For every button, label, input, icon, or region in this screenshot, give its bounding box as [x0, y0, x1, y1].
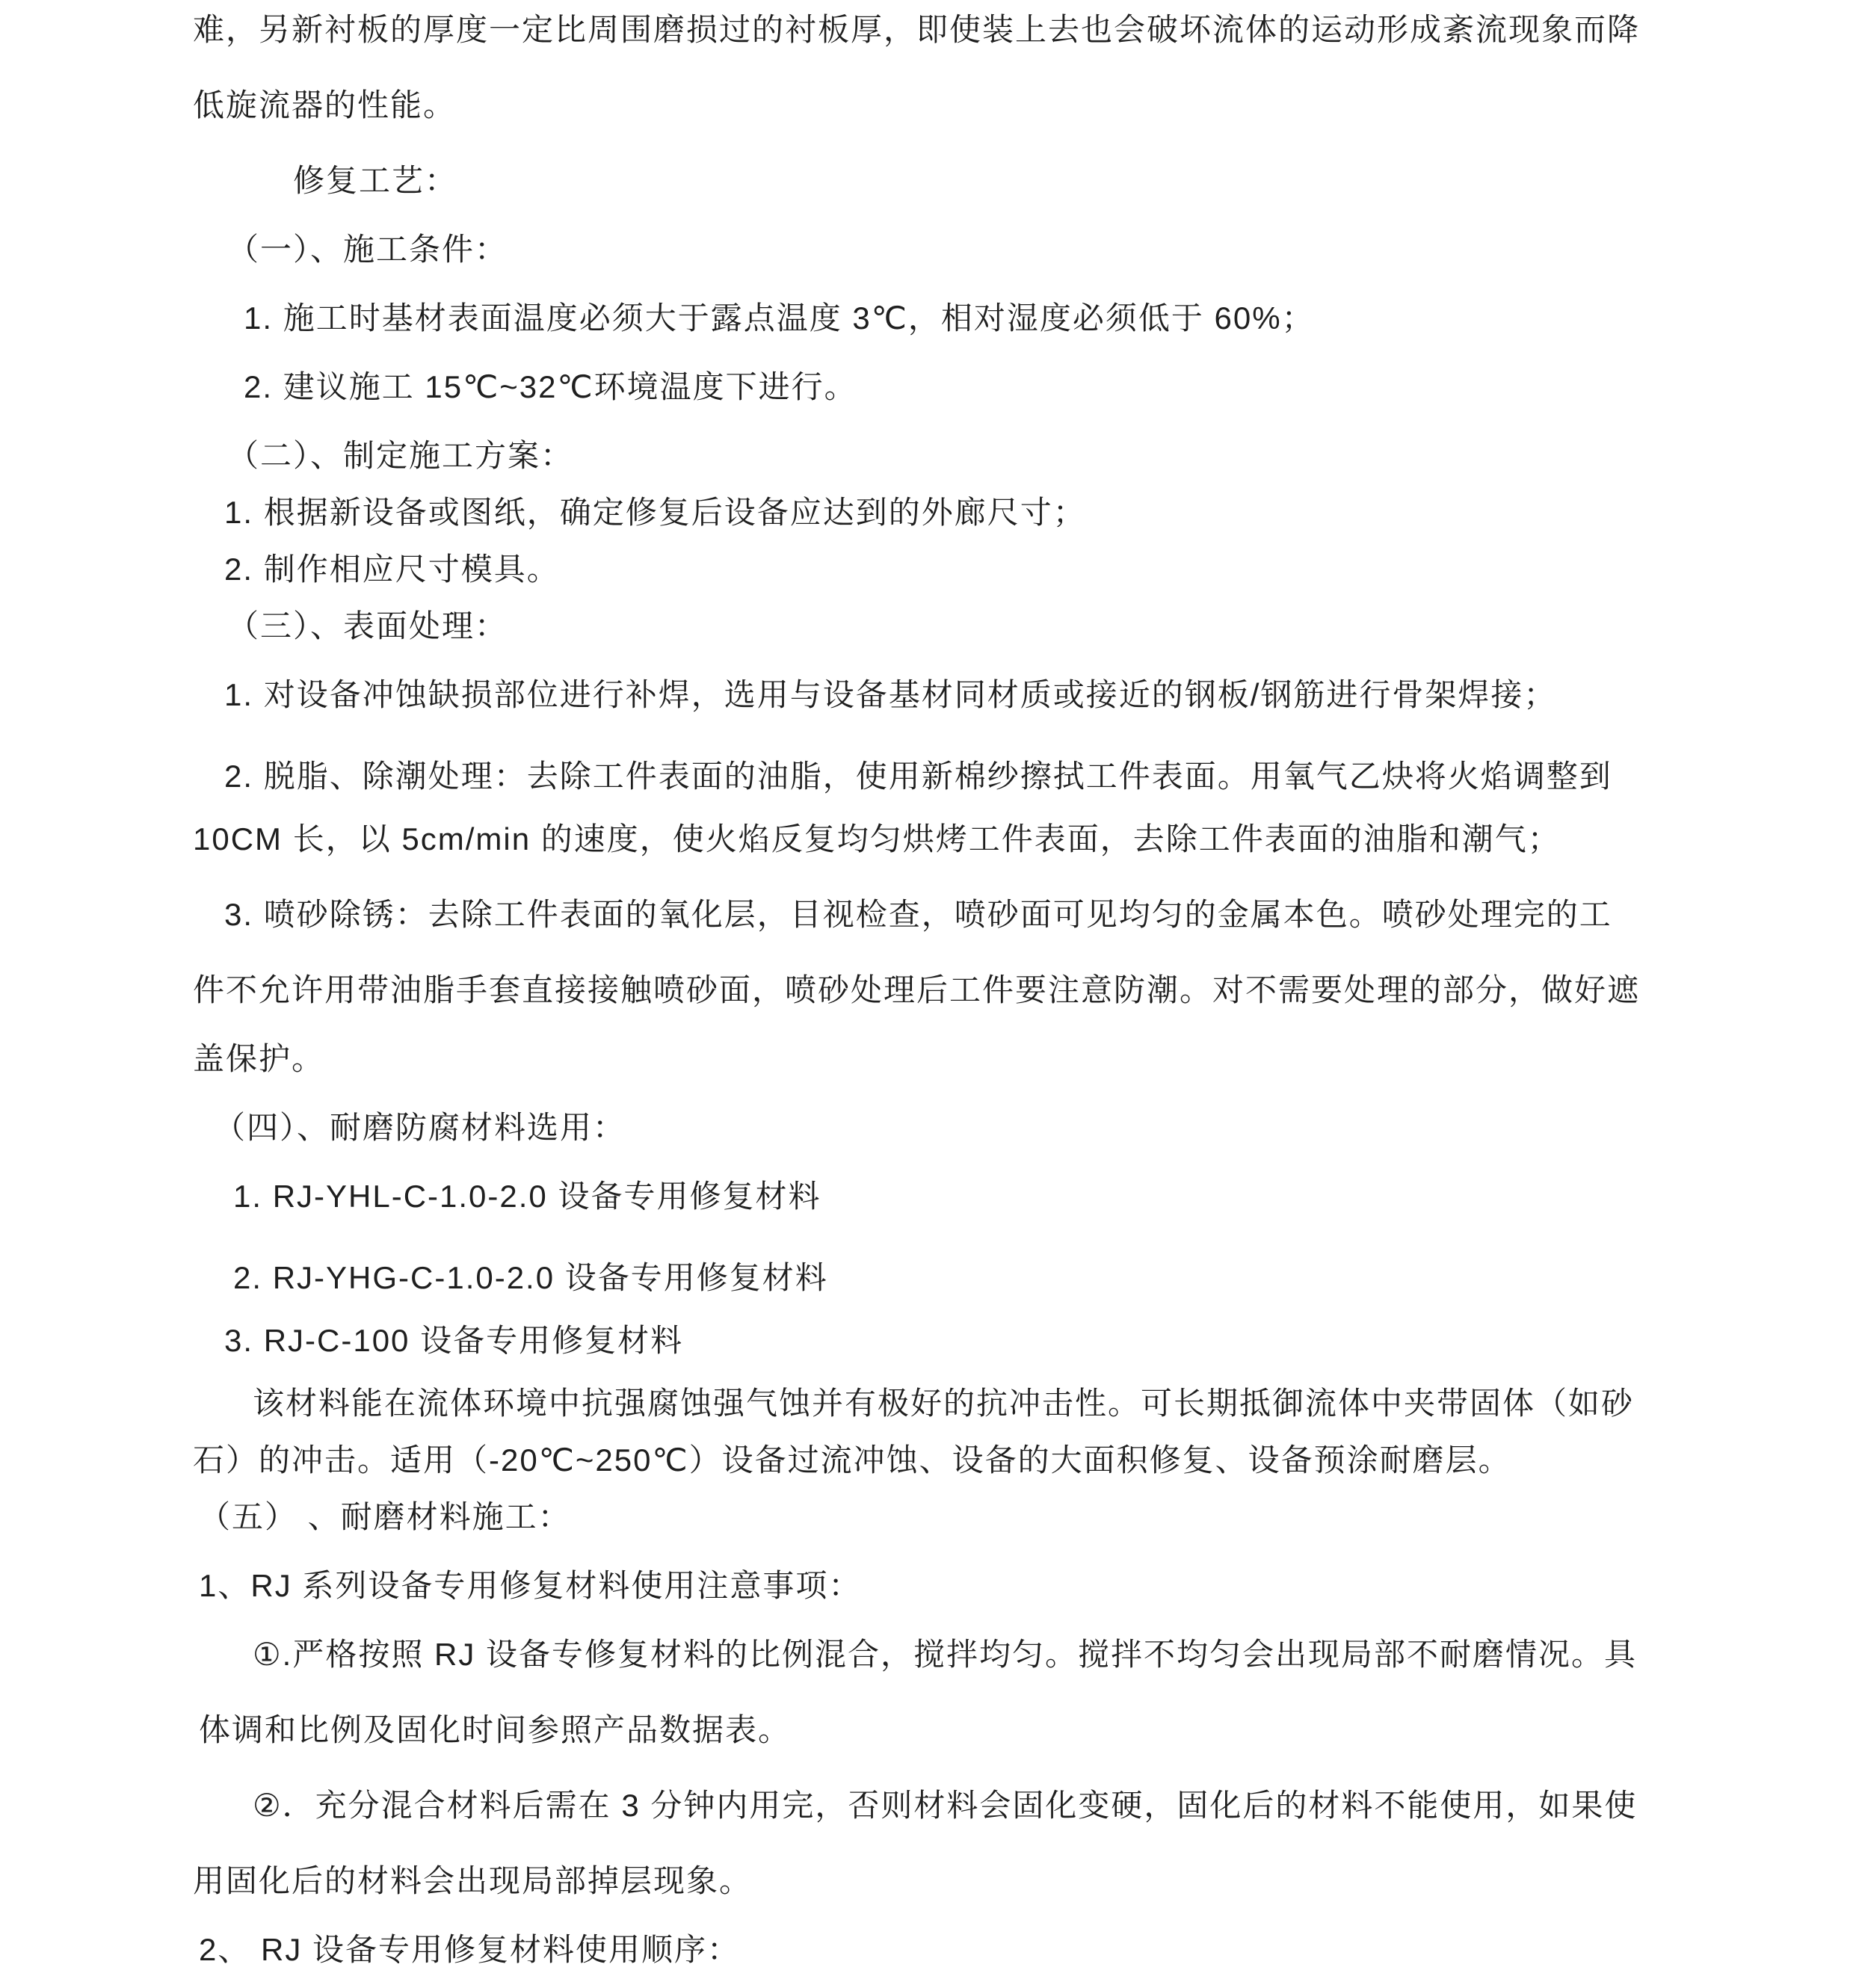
body-line-cont: 难，另新衬板的厚度一定比周围磨损过的衬板厚，即使装上去也会破坏流体的运动形成紊流现象而降: [193, 12, 1641, 47]
section-4-item-2: 2. RJ-YHG-C-1.0-2.0 设备专用修复材料: [233, 1260, 828, 1295]
material-desc-line-1: 该材料能在流体环境中抗强腐蚀强气蚀并有极好的抗冲击性。可长期抵御流体中夹带固体（如砂: [253, 1386, 1635, 1421]
note-2-line-2: 用固化后的材料会出现局部掉层现象。: [193, 1863, 753, 1898]
section-3-item-3: 3. 喷砂除锈：去除工件表面的氧化层，目视检查，喷砂面可见均匀的金属本色。喷砂处理完的工: [224, 897, 1612, 932]
section-3-item-2-cont: 10CM 长，以 5cm/min 的速度，使火焰反复均匀烘烤工件表面，去除工件表面的油脂和潮气；: [193, 821, 1561, 856]
section-1-heading: （一）、施工条件：: [227, 232, 508, 267]
section-5-heading: （五） 、耐磨材料施工：: [199, 1499, 571, 1534]
section-3-item-3-end: 盖保护。: [193, 1041, 325, 1076]
note-1-line-2: 体调和比例及固化时间参照产品数据表。: [199, 1712, 792, 1747]
section-4-item-1: 1. RJ-YHL-C-1.0-2.0 设备专用修复材料: [233, 1179, 821, 1214]
section-1-item-2: 2. 建议施工 15℃~32℃环境温度下进行。: [244, 369, 857, 404]
note-1-line-1: ①.严格按照 RJ 设备专修复材料的比例混合，搅拌均匀。搅拌不均匀会出现局部不耐磨情况。具: [253, 1637, 1637, 1672]
section-2-heading: （二）、制定施工方案：: [227, 438, 574, 473]
section-5-sub-2: 2、 RJ 设备专用修复材料使用顺序：: [199, 1932, 741, 1967]
section-2-item-1: 1. 根据新设备或图纸，确定修复后设备应达到的外廊尺寸；: [224, 495, 1086, 530]
section-2-item-2: 2. 制作相应尺寸模具。: [224, 552, 560, 587]
body-line-end: 低旋流器的性能。: [193, 87, 457, 123]
section-3-heading: （三）、表面处理：: [227, 608, 508, 643]
section-4-heading: （四）、耐磨防腐材料选用：: [214, 1110, 626, 1145]
section-3-item-1: 1. 对设备冲蚀缺损部位进行补焊，选用与设备基材同材质或接近的钢板/钢筋进行骨架焊接；: [224, 677, 1557, 712]
section-3-item-3-cont: 件不允许用带油脂手套直接接触喷砂面，喷砂处理后工件要注意防潮。对不需要处理的部分，做好遮: [193, 972, 1641, 1007]
section-3-item-2: 2. 脱脂、除潮处理：去除工件表面的油脂，使用新棉纱擦拭工件表面。用氧气乙炔将火焰调整到: [224, 759, 1612, 794]
note-2-line-1: ②．充分混合材料后需在 3 分钟内用完，否则材料会固化变硬，固化后的材料不能使用，如果使: [253, 1788, 1638, 1823]
section-5-sub-1: 1、RJ 系列设备专用修复材料使用注意事项：: [199, 1568, 862, 1603]
heading-repair-process: 修复工艺：: [293, 163, 458, 198]
section-4-item-3: 3. RJ-C-100 设备专用修复材料: [224, 1323, 684, 1358]
section-1-item-1: 1. 施工时基材表面温度必须大于露点温度 3℃，相对湿度必须低于 60%；: [244, 300, 1315, 336]
material-desc-line-2: 石）的冲击。适用（-20℃~250℃）设备过流冲蚀、设备的大面积修复、设备预涂耐磨层。: [193, 1442, 1511, 1478]
